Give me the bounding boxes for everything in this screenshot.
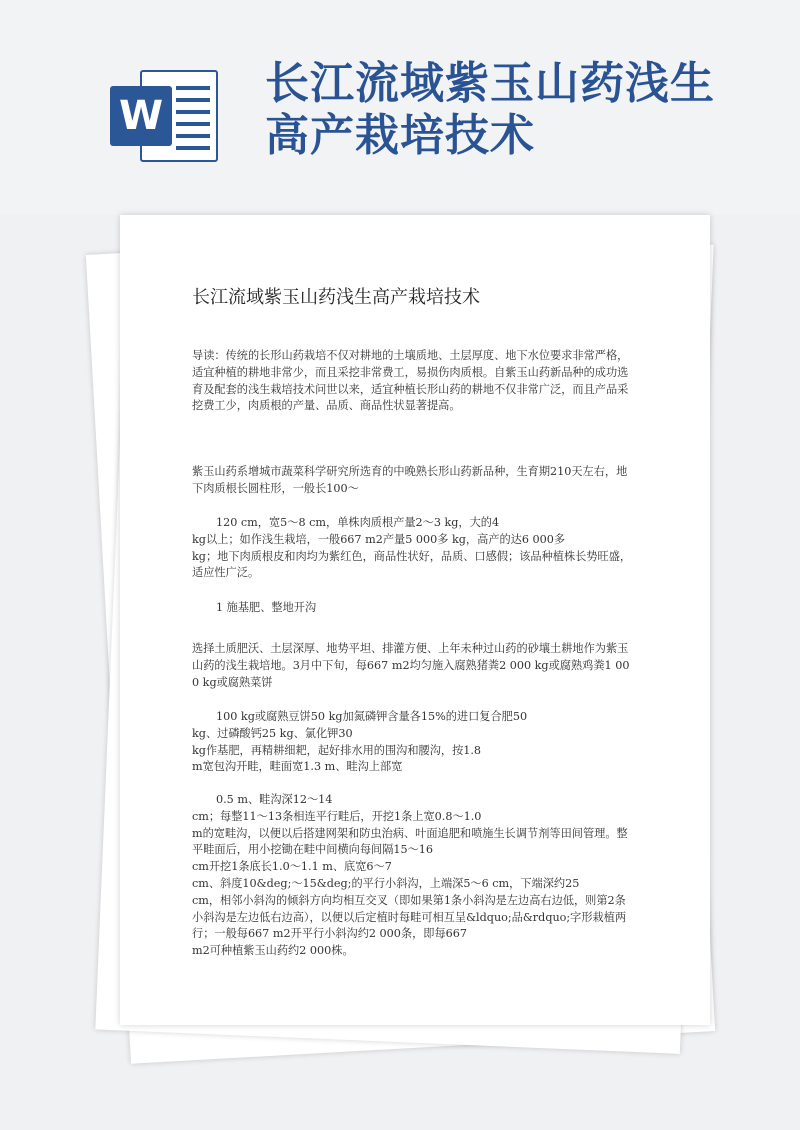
paragraph-soil: 选择土质肥沃、土层深厚、地势平坦、排灌方便、上年未种过山药的砂壤土耕地作为紫玉山药的浅生栽培地。3月中下旬，每667 m2均匀施入腐熟猪粪2 000 kg或腐熟鸡粪1 000 kg或腐熟菜饼 [192,642,630,689]
paragraph-variety: 紫玉山药系增城市蔬菜科学研究所选育的中晚熟长形山药新品种，生育期210天左右，地下肉质根长圆柱形，一般长100～ [192,465,628,495]
document-title: 长江流域紫玉山药浅生高产栽培技术 [192,287,480,308]
section-heading: 1 施基肥、整地开沟 [216,601,317,614]
banner-title: 长江流域紫玉山药浅生高产栽培技术 [265,58,715,161]
paragraph-intro: 导读：传统的长形山药栽培不仅对耕地的土壤质地、土层厚度、地下水位要求非常严格，适宜种植的耕地非常少，而且采挖非常费工，易损伤肉质根。自紫玉山药新品种的成功选育及配套的浅生栽培技术问世以来，适宜种植长形山药的耕地不仅非常广泛，而且产品采挖费工少，肉质根的产量、品质、商品性状显著提高。 [192,349,629,413]
word-badge: W [110,86,172,146]
document-page [120,215,710,1025]
banner [0,0,800,215]
word-icon [110,70,220,162]
paragraph-fertilizer: 100 kg或腐熟豆饼50 kg加氮磷钾含量各15%的进口复合肥50 kg、过磷酸钙25 kg、氯化钾30 kg作基肥，再精耕细耙，起好排水用的围沟和腰沟，按1.8 m宽包沟开畦，畦面宽1.3 m、畦沟上部宽 [192,710,528,774]
paragraph-variety-cont: 120 cm，宽5～8 cm，单株肉质根产量2～3 kg，大的4 kg以上；如作浅生栽培，一般667 m2产量5 000多 kg，高产的达6 000多 kg；地下肉质根皮和肉均为紫红色，商品性状好，品质、口感假；该品种植株长势旺盛，适应性广泛。 [192,516,632,580]
paragraph-furrow: 0.5 m、畦沟深12～14 cm；每整11～13条相连平行畦后，开挖1条上宽0.8～1.0 m的宽畦沟，以便以后搭建网架和防虫治病、叶面追肥和喷施生长调节剂等田间管理。整平畦面后，用小挖锄在畦中间横向每间隔15～16 cm开挖1条底长1.0～1.1 m、底宽6～7 cm、斜度10&deg;～15&deg;的平行小斜沟，上端深5～6 cm，下端深约25 cm，相邻小斜沟的倾斜方向均相互交叉（即如果第1条小斜沟是左边高右边低，则第2条小斜沟是左边低右边高），以便以后定植时每畦可相互呈&ldquo;品&rdquo;字形栽植两行；一般每667 m2开平行小斜沟约2 000条，即每667 m2可种植紫玉山药约2 000株。 [192,793,628,958]
